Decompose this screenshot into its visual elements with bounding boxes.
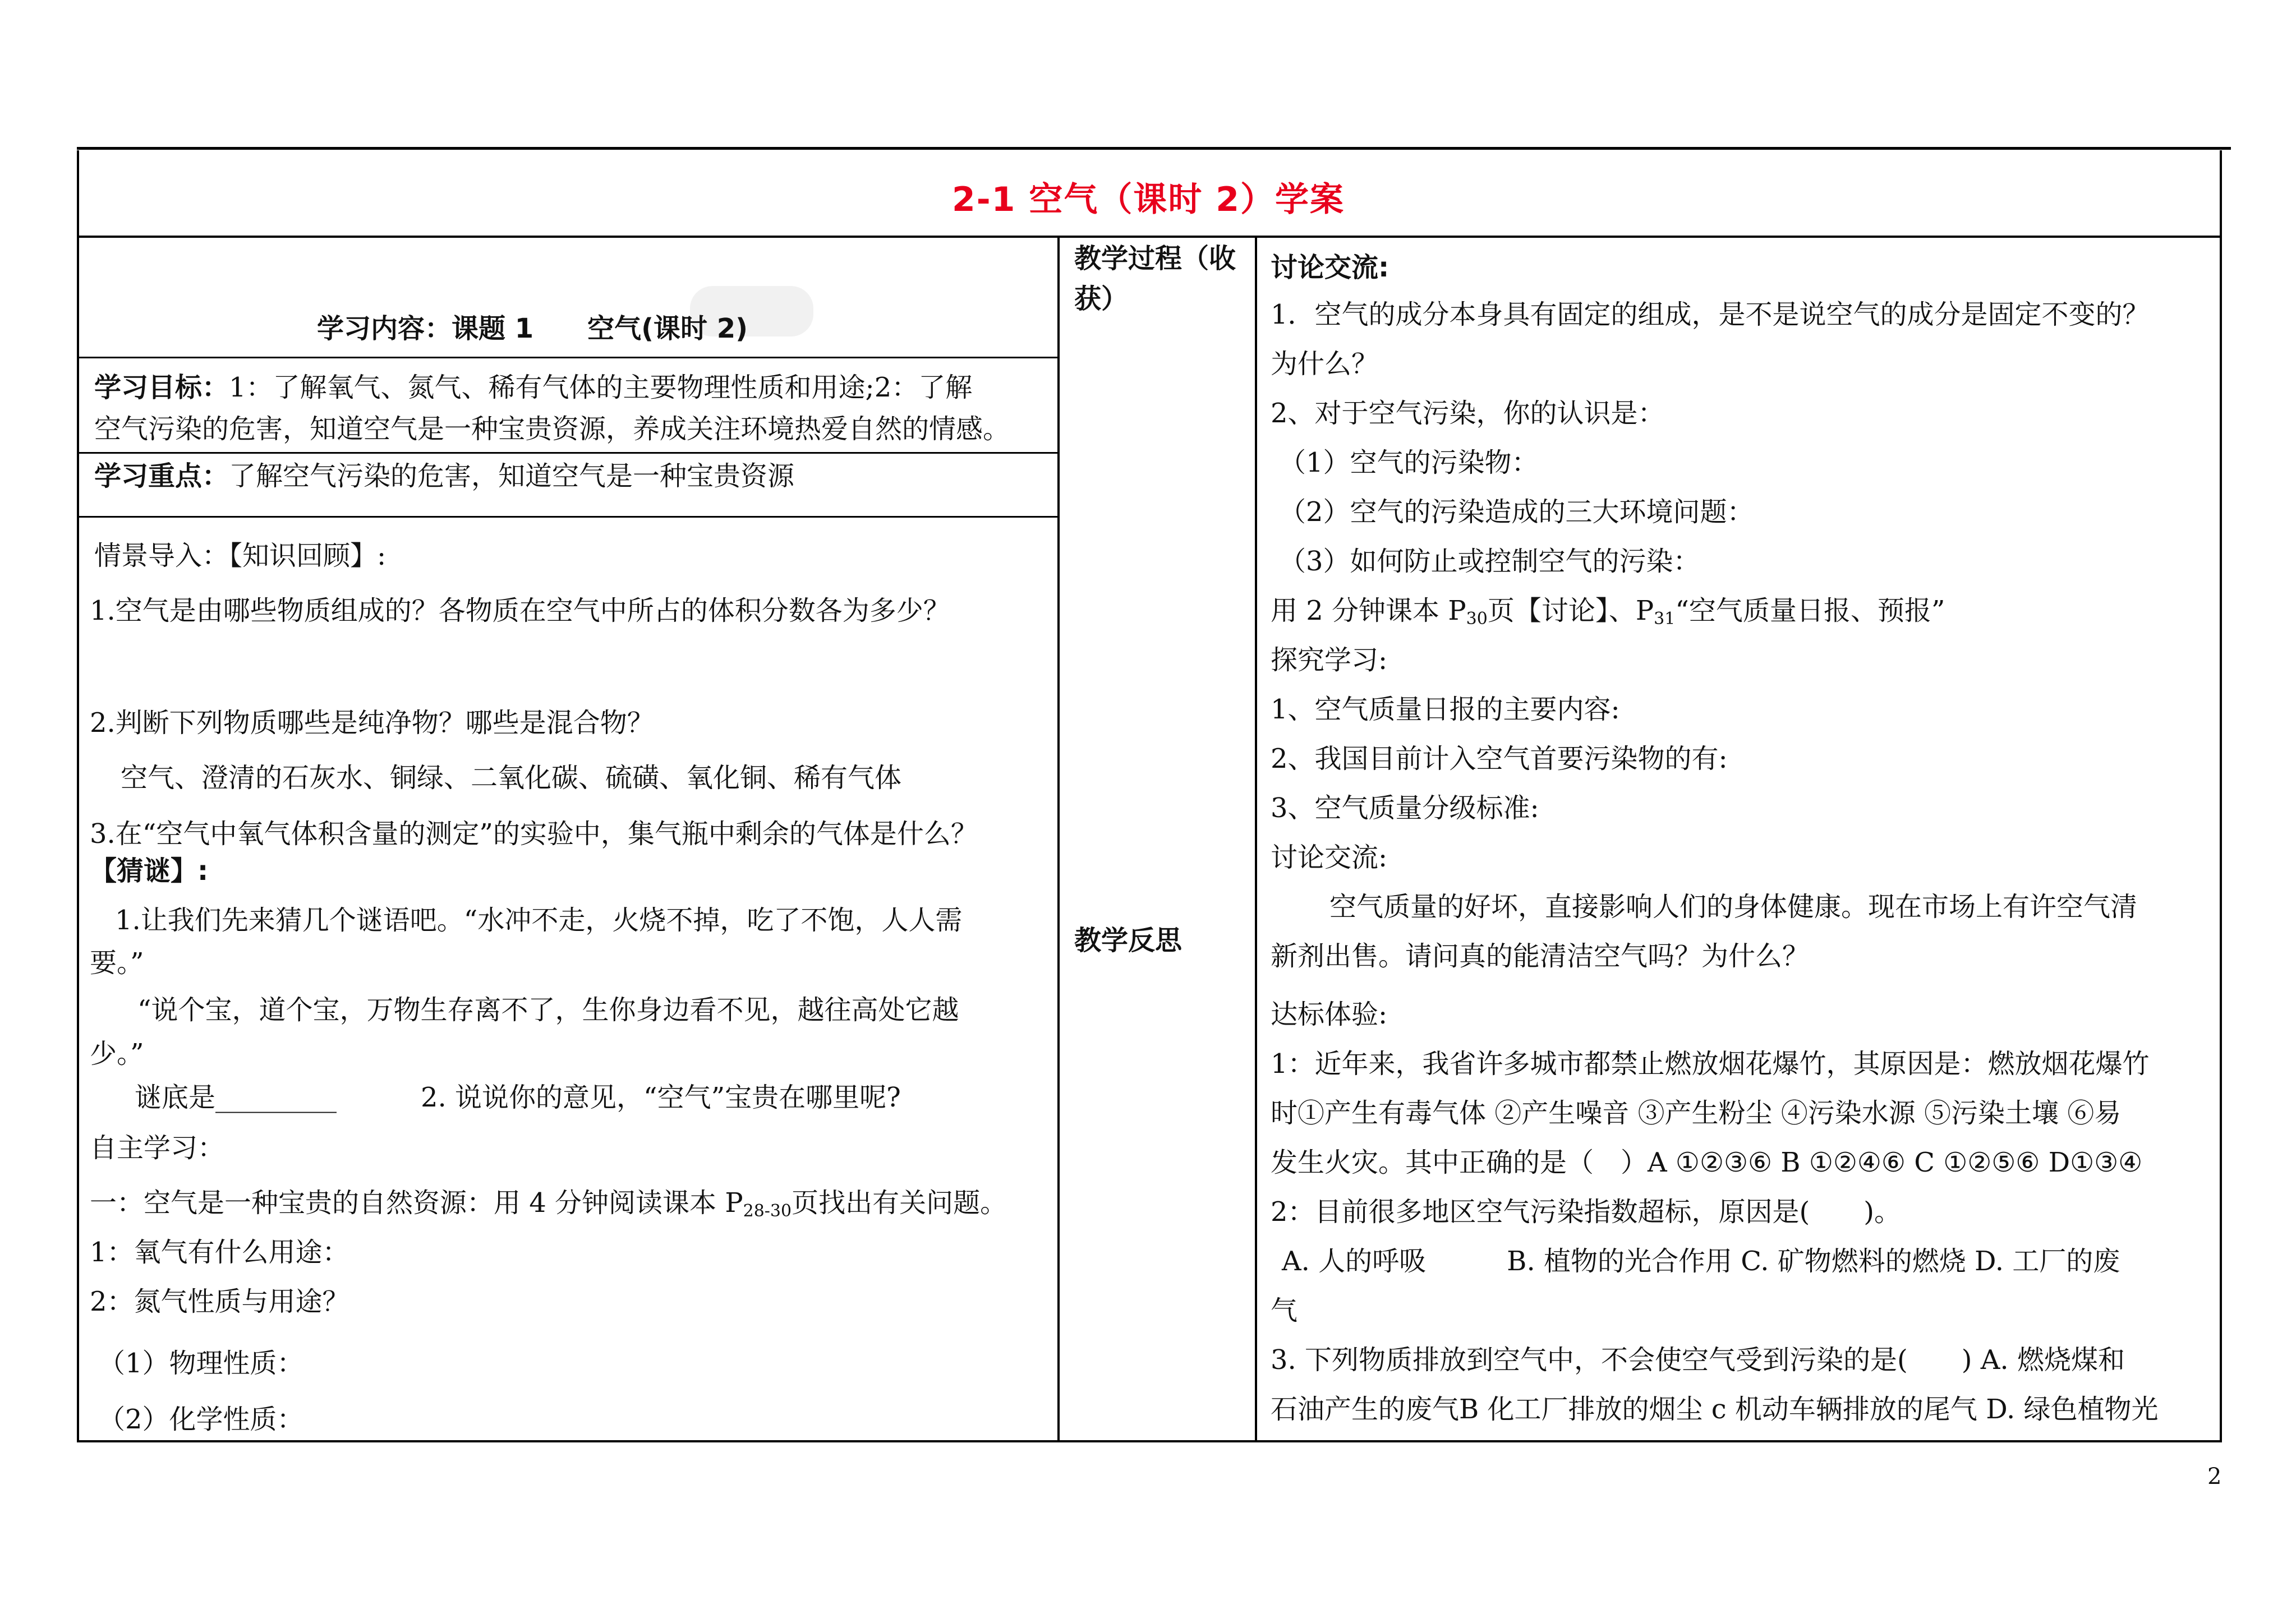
discussion-2-2: （2）空气的污染造成的三大环境问题： (1279, 496, 1754, 528)
discussion-title: 讨论交流: (1271, 252, 1389, 283)
top-rule (77, 147, 2231, 150)
question-3: 3.在“空气中氧气体积含量的测定”的实验中，集气瓶中剩余的气体是什么？ (90, 818, 978, 850)
row-divider-heading (77, 357, 1059, 358)
self-study-item-2: 1：氧气有什么用途： (90, 1237, 349, 1268)
self-study-item-1-suffix: 页找出有关问题。 (792, 1187, 1007, 1219)
discussion-2-title: 讨论交流: (1271, 842, 1388, 873)
question-2: 2.判断下列物质哪些是纯净物？哪些是混合物？ (90, 707, 654, 739)
teaching-reflection-label: 教学反思 (1074, 925, 1182, 956)
reading-task-text: 用 2 分钟课本 P (1271, 595, 1466, 626)
study-goal-text: 1：了解氧气、氮气、稀有气体的主要物理性质和用途;2：了解 (229, 372, 973, 403)
explore-label: 探究学习: (1271, 644, 1388, 676)
reading-task-middle: 页【讨论】、P (1487, 595, 1654, 626)
page-subscript-2: 31 (1654, 609, 1676, 629)
study-key-label: 学习重点： (94, 460, 229, 492)
study-goal-line2: 空气污染的危害，知道空气是一种宝贵资源，养成关注环境热爱自然的情感。 (94, 413, 1010, 445)
discussion-2: 2、对于空气污染，你的认识是： (1271, 398, 1665, 429)
test-1-line3: 发生火灾。其中正确的是（ ）A ①②③⑥ B ①②④⑥ C ①②⑤⑥ D①③④ (1271, 1147, 2143, 1178)
self-study-item-5: （2）化学性质： (98, 1404, 304, 1435)
row-divider-goal (77, 452, 1059, 454)
question-1: 1.空气是由哪些物质组成的？各物质在空气中所占的体积分数各为多少？ (90, 595, 950, 626)
reading-task (1271, 593, 1945, 637)
row-divider-key (77, 516, 1059, 518)
study-key-line (94, 459, 794, 494)
test-2-options: A. 人的呼吸 B. 植物的光合作用 C. 矿物燃料的燃烧 D. 工厂的废 (1282, 1246, 2120, 1277)
test-2: 2：目前很多地区空气污染指数超标，原因是( )。 (1271, 1196, 1901, 1228)
discussion-2-3: （3）如何防止或控制空气的污染： (1279, 546, 1700, 577)
discussion-1-line2: 为什么？ (1271, 348, 1379, 380)
riddle-1-line1: 1.让我们先来猜几个谜语吧。“水冲不走，火烧不掉，吃了不饱，人人需 (115, 905, 963, 936)
self-study-label: 自主学习： (90, 1132, 225, 1164)
self-study-item-1 (90, 1186, 1007, 1229)
title-row (77, 150, 2220, 238)
explore-2: 2、我国目前计入空气首要污染物的有: (1271, 743, 1728, 774)
riddle-label: 【猜谜】: (90, 855, 209, 887)
opinion-question: 2. 说说你的意见，“空气”宝贵在哪里呢? (421, 1082, 901, 1113)
explore-3: 3、空气质量分级标准: (1271, 792, 1539, 824)
self-study-item-4: （1）物理性质： (98, 1348, 304, 1379)
discussion-1-line1: 1．空气的成分本身具有固定的组成，是不是说空气的成分是固定不变的？ (1271, 299, 2150, 330)
test-1-line1: 1：近年来，我省许多城市都禁止燃放烟花爆竹，其原因是：燃放烟花爆竹 (1271, 1048, 2150, 1080)
intro-line: 情景导入：【知识回顾】: (94, 540, 386, 571)
air-quality-paragraph-line2: 新剂出售。请问真的能清洁空气吗？为什么？ (1271, 940, 1810, 972)
study-goal-line1 (94, 370, 972, 405)
column-divider-right (1255, 236, 1257, 1440)
air-quality-paragraph-line1: 空气质量的好坏，直接影响人们的身体健康。现在市场上有许空气清 (1329, 891, 2138, 923)
study-goal-label: 学习目标： (94, 372, 229, 403)
page-range-subscript: 28-30 (743, 1201, 792, 1221)
discussion-2-1: （1）空气的污染物： (1279, 447, 1539, 478)
riddle-answer: 谜底是_________ (135, 1082, 337, 1113)
page-subscript-1: 30 (1466, 609, 1488, 629)
test-3-line2: 石油产生的废气B 化工厂排放的烟尘 c 机动车辆排放的尾气 D. 绿色植物光 (1271, 1394, 2159, 1425)
page-title: 2-1 空气（课时 2）学案 (952, 180, 1345, 219)
page-number: 2 (2207, 1464, 2222, 1490)
test-label: 达标体验: (1271, 999, 1388, 1030)
self-study-item-1-text: 一：空气是一种宝贵的自然资源：用 4 分钟阅读课本 P (90, 1187, 743, 1219)
test-3-line1: 3. 下列物质排放到空气中，不会使空气受到污染的是( ) A. 燃烧煤和 (1271, 1344, 2125, 1376)
riddle-1-line2: 要。” (90, 947, 144, 979)
study-content-heading: 学习内容：课题 1 空气(课时 2) (317, 313, 748, 344)
riddle-2-line2: 少。” (90, 1038, 144, 1069)
teaching-process-label-line2: 获） (1074, 283, 1129, 315)
teaching-process-label-line1: 教学过程（收 (1074, 243, 1236, 274)
reading-task-suffix: “空气质量日报、预报” (1675, 595, 1945, 626)
test-1-line2: 时①产生有毒气体 ②产生噪音 ③产生粉尘 ④污染水源 ⑤污染土壤 ⑥易 (1271, 1098, 2122, 1129)
explore-1: 1、空气质量日报的主要内容: (1271, 694, 1620, 725)
question-2-items: 空气、澄清的石灰水、铜绿、二氧化碳、硫磺、氧化铜、稀有气体 (121, 762, 902, 794)
test-2-options-cont: 气 (1271, 1295, 1298, 1326)
study-key-text: 了解空气污染的危害，知道空气是一种宝贵资源 (229, 460, 795, 492)
self-study-item-3: 2：氮气性质与用途？ (90, 1286, 349, 1317)
riddle-2-line1: “说个宝，道个宝，万物生存离不了，生你身边看不见，越往高处它越 (137, 994, 959, 1026)
column-divider-left (1057, 236, 1060, 1440)
